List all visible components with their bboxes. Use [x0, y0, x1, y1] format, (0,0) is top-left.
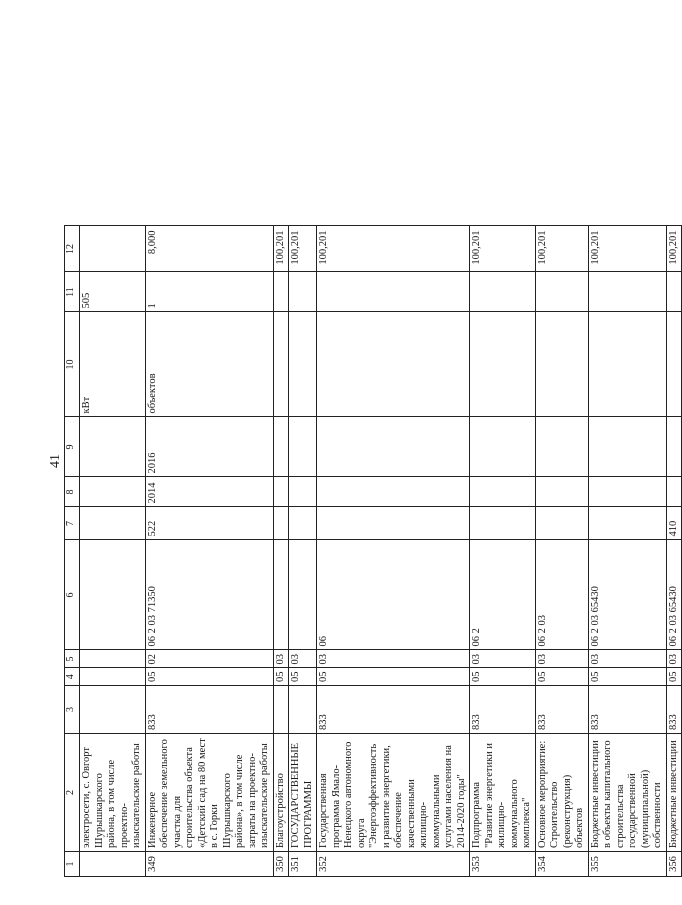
header-cell: 11 — [65, 272, 80, 312]
table-cell-col11 — [317, 272, 470, 312]
table-cell-col3 — [80, 686, 146, 734]
table-cell-col10 — [470, 312, 536, 417]
table-cell-col7 — [80, 507, 146, 540]
table-row — [535, 226, 588, 877]
table-cell-col10 — [666, 312, 682, 417]
table-cell-col12: 100,201 — [273, 226, 289, 272]
table-cell-col11 — [470, 272, 536, 312]
table-cell-col5: 03 — [289, 650, 317, 668]
table-cell-col12: 100,201 — [289, 226, 317, 272]
table-cell-col3: 833 — [470, 686, 536, 734]
table-row — [145, 226, 273, 877]
table-cell-col7 — [317, 507, 470, 540]
header-cell: 10 — [65, 312, 80, 417]
table-cell-col6: 06 — [317, 540, 470, 650]
table-cell-col6: 06 2 03 65430 — [588, 540, 666, 650]
table-cell-col2: Основное мероприятие: Строительство (реконструкция) объектов — [535, 734, 588, 852]
table-cell-col2: ГОСУДАРСТВЕННЫЕ ПРОГРАММЫ — [289, 734, 317, 852]
table-cell-col3: 833 — [535, 686, 588, 734]
table-cell-col4: 05 — [666, 668, 682, 686]
table-cell-col11: 1 — [145, 272, 273, 312]
page-number: 41 — [48, 454, 63, 468]
table-cell-col11 — [273, 272, 289, 312]
header-cell: 6 — [65, 540, 80, 650]
table-cell-col3 — [289, 686, 317, 734]
table-cell-col9 — [666, 417, 682, 477]
table-cell-col8: 2014 — [145, 477, 273, 507]
table-cell-col10 — [535, 312, 588, 417]
table-cell-col1: 353 — [470, 852, 536, 877]
table-cell-col3: 833 — [588, 686, 666, 734]
table-cell-col2: Подпрограмма "Развитие энергетики и жилищно-коммунального комплекса" — [470, 734, 536, 852]
table-cell-col4 — [80, 668, 146, 686]
table-cell-col7: 522 — [145, 507, 273, 540]
table-cell-col5: 03 — [588, 650, 666, 668]
table-cell-col10 — [273, 312, 289, 417]
table-cell-col11: 505 — [80, 272, 146, 312]
table-cell-col5: 03 — [317, 650, 470, 668]
table-cell-col11 — [535, 272, 588, 312]
table-cell-col10: объектов — [145, 312, 273, 417]
table-cell-col7: 410 — [666, 507, 682, 540]
table-cell-col9 — [273, 417, 289, 477]
table-cell-col8 — [273, 477, 289, 507]
header-cell: 9 — [65, 417, 80, 477]
table-cell-col4: 05 — [588, 668, 666, 686]
table-cell-col6: 06 2 — [470, 540, 536, 650]
table-cell-col9 — [588, 417, 666, 477]
table-cell-col5: 03 — [666, 650, 682, 668]
header-cell: 12 — [65, 226, 80, 272]
table-cell-col2: электросети, с. Овгорт Шурышкарского района, в том числе проектно-изыскательские работы — [80, 734, 146, 852]
table-cell-col8 — [317, 477, 470, 507]
table-cell-col12: 100,201 — [535, 226, 588, 272]
table-cell-col10 — [317, 312, 470, 417]
table-cell-col6: 06 2 03 65430 — [666, 540, 682, 650]
table-cell-col11 — [588, 272, 666, 312]
table-cell-col6 — [80, 540, 146, 650]
table-cell-col8 — [470, 477, 536, 507]
table-cell-col5: 03 — [535, 650, 588, 668]
table-cell-col2: Бюджетные инвестиции в объекты капитального строительства государственной (муниципальной) собственности — [588, 734, 666, 852]
header-cell: 5 — [65, 650, 80, 668]
table-cell-col6 — [273, 540, 289, 650]
table-cell-col7 — [289, 507, 317, 540]
table-cell-col4: 05 — [470, 668, 536, 686]
table-cell-col1: 350 — [273, 852, 289, 877]
table-cell-col10 — [588, 312, 666, 417]
table-cell-col7 — [588, 507, 666, 540]
table-cell-col5: 03 — [470, 650, 536, 668]
table-row — [588, 226, 666, 877]
table-cell-col6: 06 2 03 71350 — [145, 540, 273, 650]
table-cell-col7 — [470, 507, 536, 540]
table-cell-col9 — [80, 417, 146, 477]
table-cell-col8 — [535, 477, 588, 507]
table-row — [470, 226, 536, 877]
header-cell: 7 — [65, 507, 80, 540]
table-cell-col1: 352 — [317, 852, 470, 877]
table-cell-col1: 356 — [666, 852, 682, 877]
table-cell-col7 — [535, 507, 588, 540]
table-cell-col2: Бюджетные инвестиции — [666, 734, 682, 852]
table-cell-col6: 06 2 03 — [535, 540, 588, 650]
table-cell-col12: 100,201 — [317, 226, 470, 272]
table-cell-col5 — [80, 650, 146, 668]
table-cell-col1: 355 — [588, 852, 666, 877]
table-cell-col12 — [80, 226, 146, 272]
table-cell-col3 — [273, 686, 289, 734]
table-cell-col1: 351 — [289, 852, 317, 877]
table-row — [273, 226, 289, 877]
table-cell-col12: 100,201 — [666, 226, 682, 272]
table-cell-col4: 05 — [289, 668, 317, 686]
header-cell: 4 — [65, 668, 80, 686]
table-cell-col5: 03 — [273, 650, 289, 668]
table-cell-col4: 05 — [317, 668, 470, 686]
header-cell: 1 — [65, 852, 80, 877]
table-cell-col3: 833 — [145, 686, 273, 734]
table-cell-col1: 354 — [535, 852, 588, 877]
table-cell-col9 — [470, 417, 536, 477]
table-cell-col9: 2016 — [145, 417, 273, 477]
table-cell-col5: 02 — [145, 650, 273, 668]
table-row — [80, 226, 146, 877]
table-cell-col2: Инженерное обеспечение земельного участка для строительства объекта «Детский сад на 80 мест в с. Горки Шурышкарского района», в том числе затраты на проектно-изыскательские работы — [145, 734, 273, 852]
table-cell-col10: кВт — [80, 312, 146, 417]
table-cell-col2: Государственная программа Ямало-Ненецкого автономного округа "Энергоэффективность и развитие энергетики, обеспечение качественными жилищно-коммунальными услугами населения на 2014-2020 годы" — [317, 734, 470, 852]
table-cell-col4: 05 — [273, 668, 289, 686]
table-cell-col12: 100,201 — [470, 226, 536, 272]
table-cell-col7 — [273, 507, 289, 540]
table-cell-col9 — [535, 417, 588, 477]
header-cell: 8 — [65, 477, 80, 507]
table-cell-col8 — [588, 477, 666, 507]
table-cell-col3: 833 — [317, 686, 470, 734]
header-cell: 3 — [65, 686, 80, 734]
table-cell-col3: 833 — [666, 686, 682, 734]
table-cell-col8 — [666, 477, 682, 507]
table-cell-col9 — [317, 417, 470, 477]
table-cell-col12: 8,000 — [145, 226, 273, 272]
table-cell-col11 — [289, 272, 317, 312]
table-row — [317, 226, 470, 877]
table-cell-col10 — [289, 312, 317, 417]
header-cell: 2 — [65, 734, 80, 852]
table-cell-col8 — [289, 477, 317, 507]
budget-table — [64, 226, 682, 878]
header-row — [65, 226, 80, 877]
table-row — [289, 226, 317, 877]
table-cell-col6 — [289, 540, 317, 650]
table-cell-col9 — [289, 417, 317, 477]
table-row — [666, 226, 682, 877]
table-cell-col2: Благоустройство — [273, 734, 289, 852]
table-cell-col4: 05 — [535, 668, 588, 686]
table-cell-col4: 05 — [145, 668, 273, 686]
table-cell-col1 — [80, 852, 146, 877]
table-cell-col8 — [80, 477, 146, 507]
table-cell-col1: 349 — [145, 852, 273, 877]
table-cell-col12: 100,201 — [588, 226, 666, 272]
table-cell-col11 — [666, 272, 682, 312]
